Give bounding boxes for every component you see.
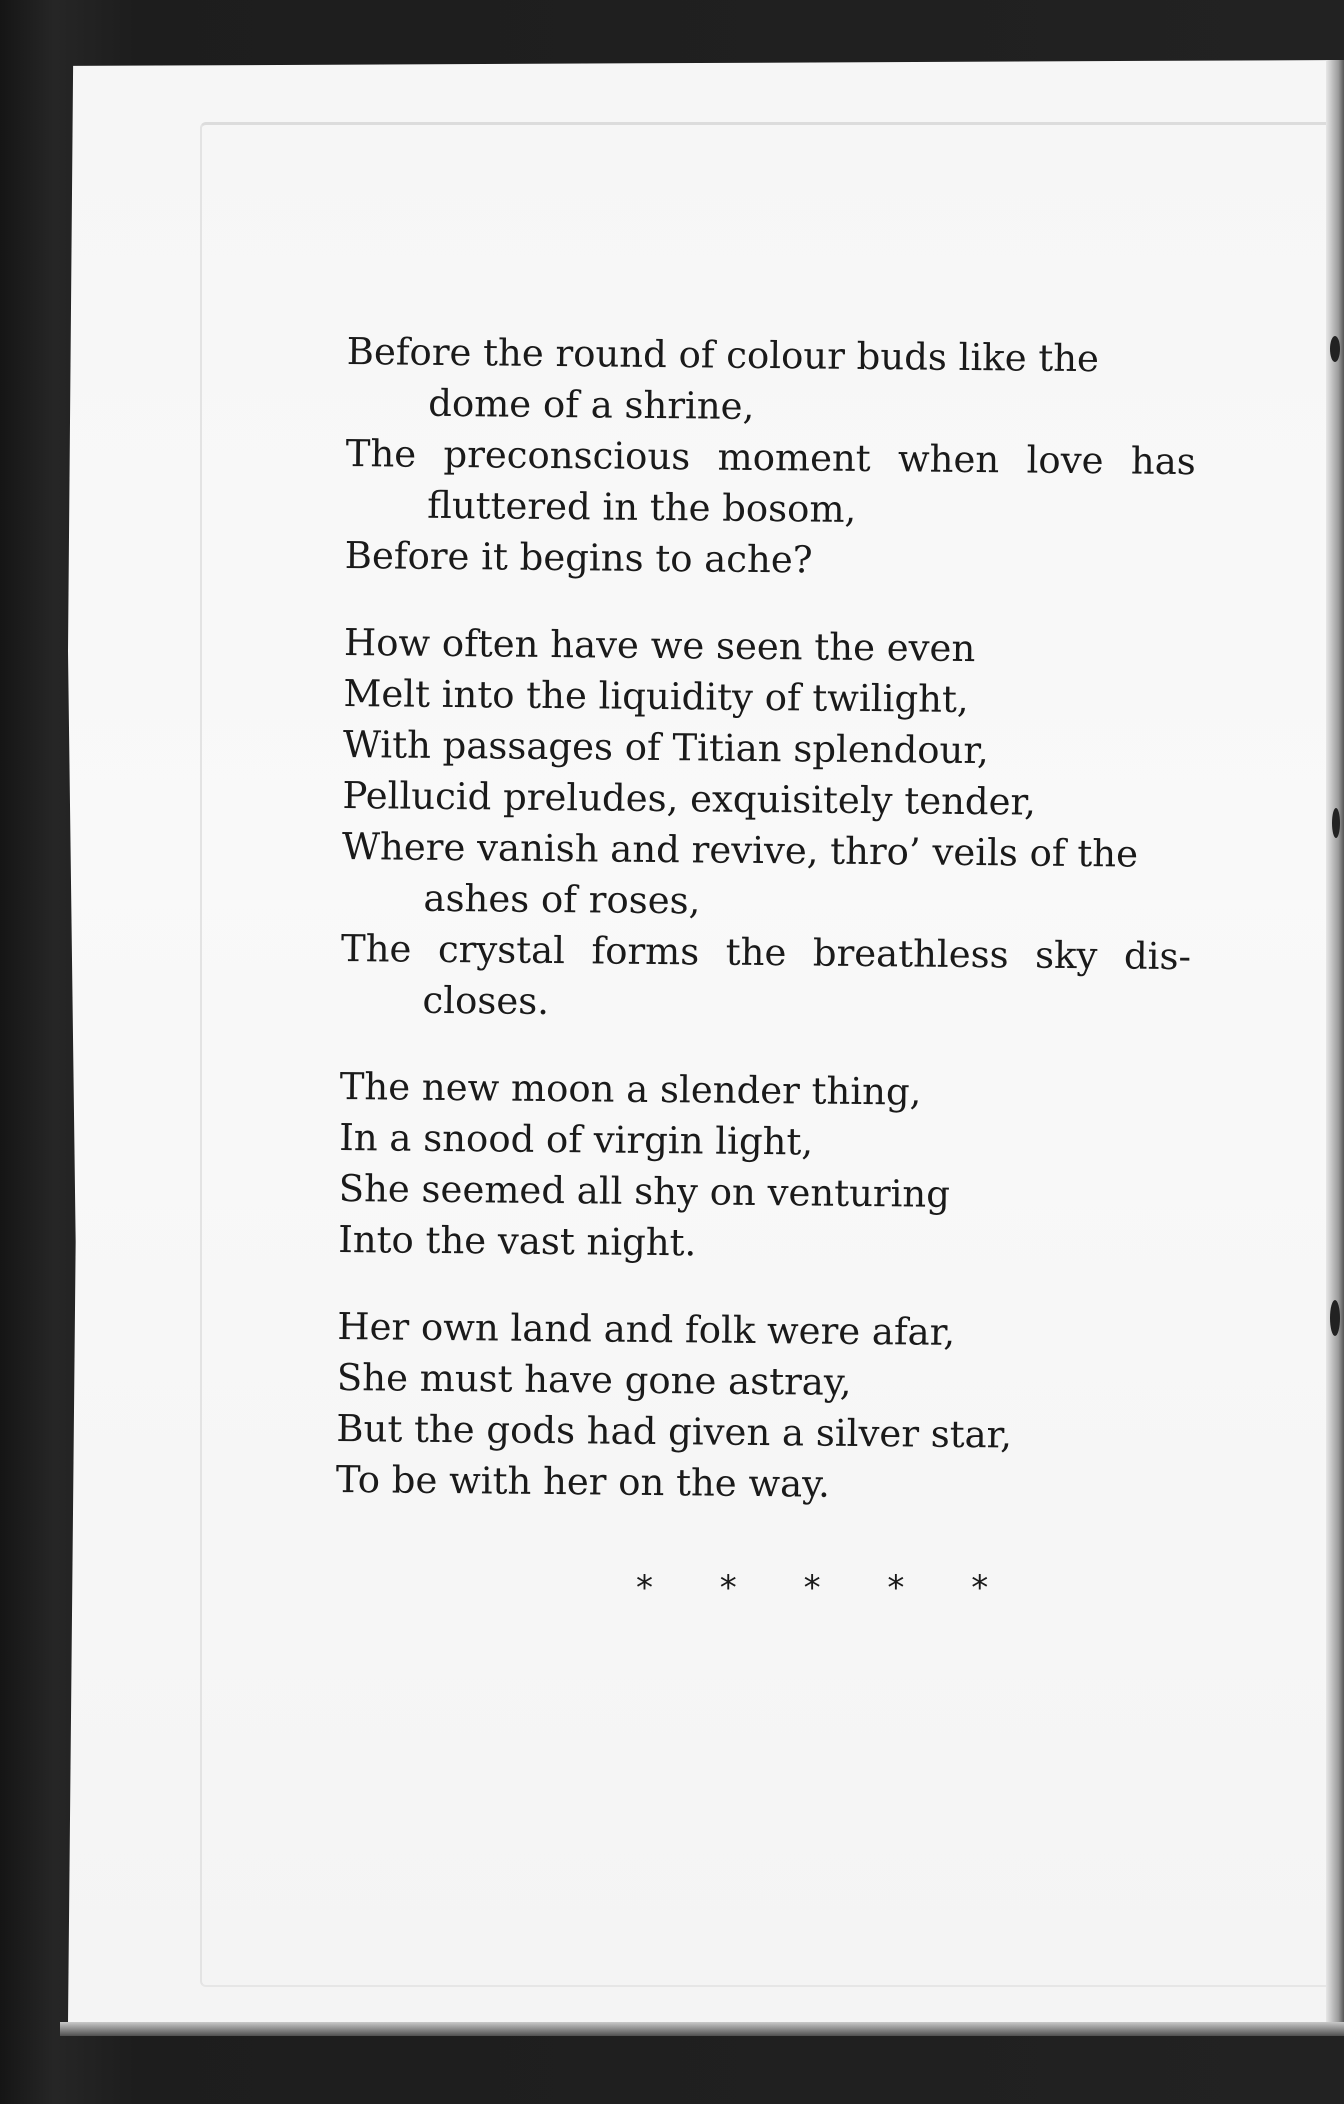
poem-line: She seemed all shy on venturing: [338, 1166, 951, 1216]
poem-line: Pellucid preludes, exquisitely tender,: [342, 773, 1037, 824]
section-ornament: * * * * *: [636, 1568, 1017, 1608]
poem-line: With passages of Titian splendour,: [342, 722, 989, 773]
poem-line: The new moon a slender thing,: [339, 1064, 922, 1114]
poem-line: The crystal forms the breathless sky dis- closes.: [340, 926, 1192, 1023]
poem-line: She must have gone astray,: [336, 1355, 852, 1404]
binding-mark: [1332, 808, 1340, 838]
poem-line: How often have we seen the even: [343, 620, 976, 671]
stanza: [340, 617, 1194, 1033]
poem-line: Into the vast night.: [338, 1217, 697, 1265]
poem-line: Before it begins to ache?: [344, 533, 813, 582]
binding-mark: [1330, 1300, 1340, 1336]
poem-line: To be with her on the way.: [335, 1457, 831, 1506]
poem-line: The preconscious moment when love has fluttered in the bosom,: [345, 431, 1196, 531]
binding-mark: [1330, 336, 1340, 362]
poem-line: But the gods had given a silver star,: [336, 1406, 1013, 1457]
poem-text: [335, 326, 1197, 1549]
poem-line: Where vanish and revive, thro’ veils of the ashes of roses,: [341, 824, 1139, 923]
poem-line: Melt into the liquidity of twilight,: [343, 671, 969, 721]
stanza: [338, 1061, 1190, 1273]
stanza: [345, 326, 1197, 589]
page-bottom-edge: [60, 2022, 1344, 2036]
poem-line: Her own land and folk were afar,: [337, 1304, 956, 1354]
stanza: [336, 1301, 1188, 1513]
poem-line: In a snood of virgin light,: [339, 1115, 814, 1164]
poem-line: Before the round of colour buds like the dome of a shrine,: [346, 329, 1100, 428]
